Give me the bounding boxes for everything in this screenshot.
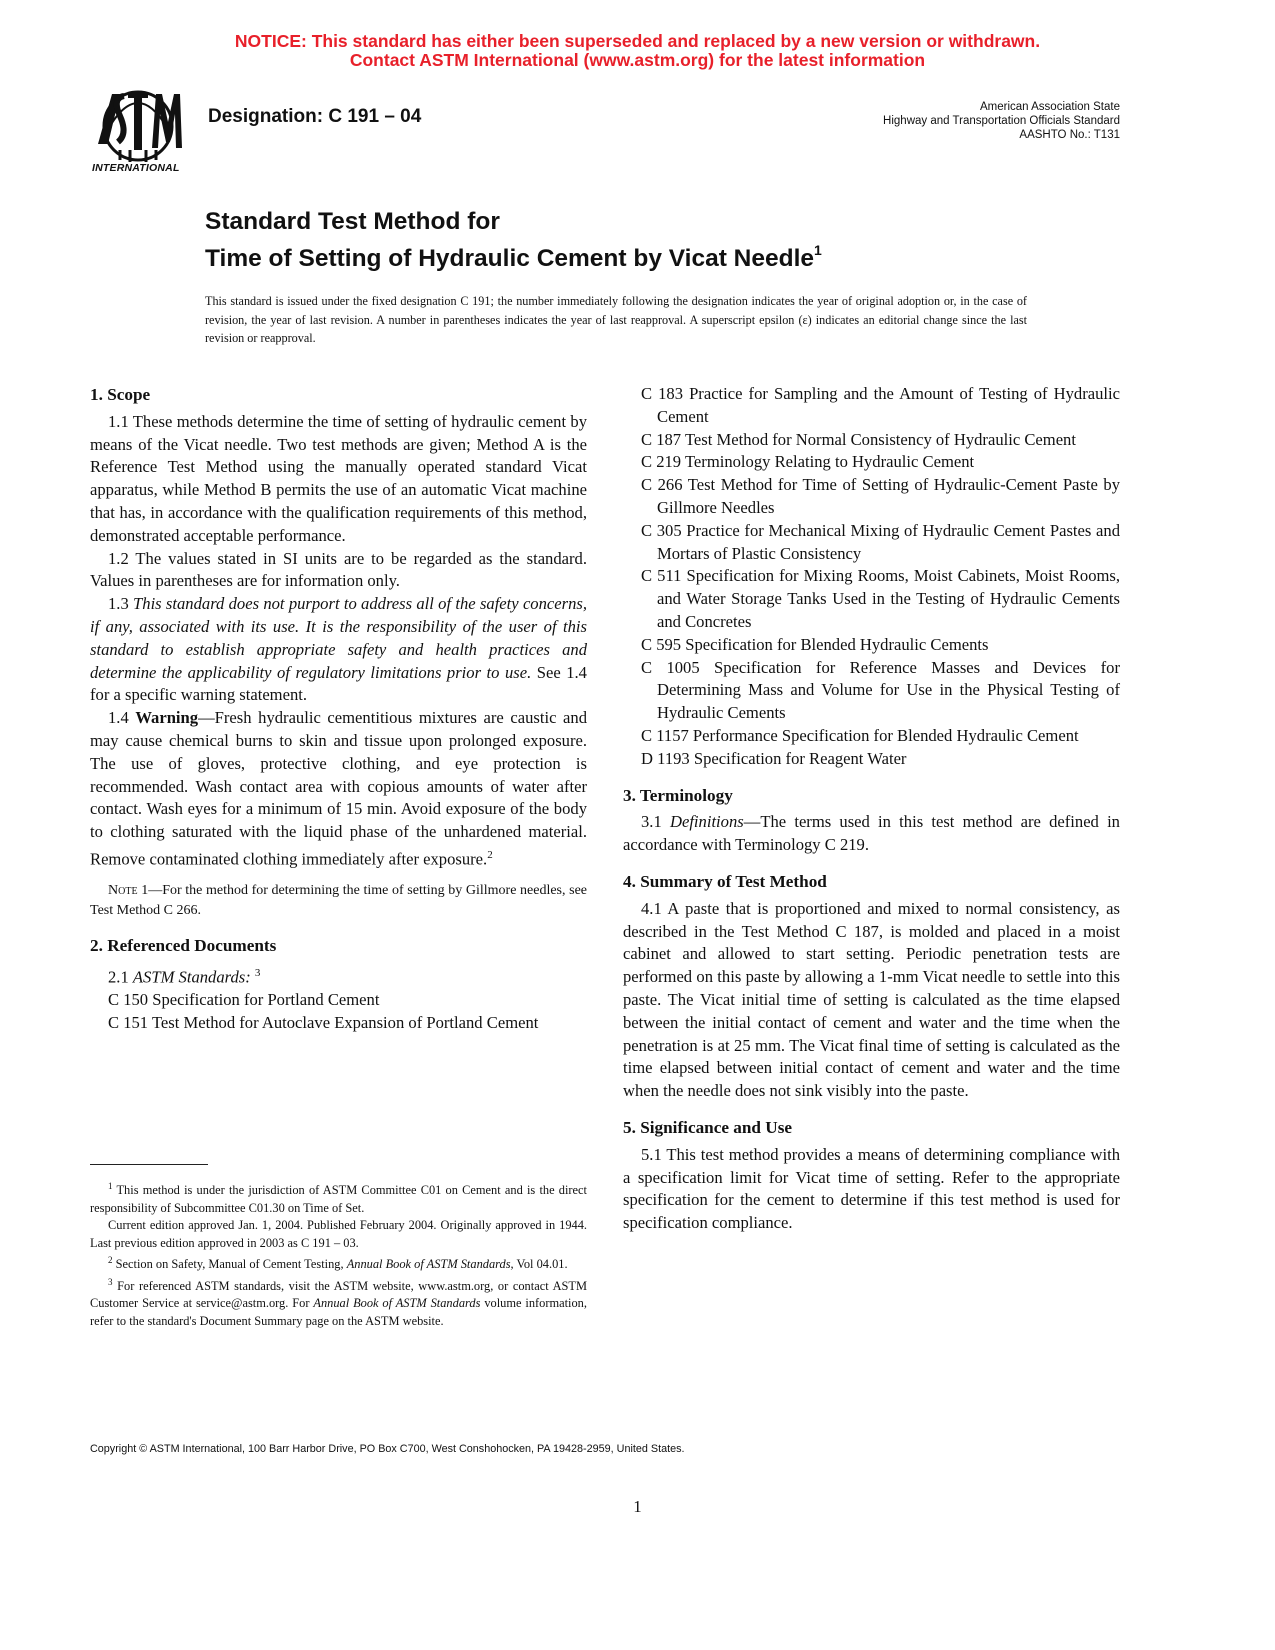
footnote-1: $^1$ This method is under the jurisdiction of ASTM Committee C01 on Cement and is the direct responsibility of Subcommittee C01.30 on Time of Set.	[90, 1181, 588, 1215]
left-column	[90, 384, 587, 1035]
notice-line-1: NOTICE: This standard has either been superseded and replaced by a new version or withdrawn.	[234, 31, 1041, 51]
aashto-line-2: Highway and Transportation Officials Standard	[883, 115, 1120, 127]
footnote-divider	[90, 1164, 208, 1165]
paragraph-3-1: 3.1 Definitions—The terms used in this test method are defined in accordance with Terminology C 219.	[623, 812, 1120, 855]
reference-item: C 183 Practice for Sampling and the Amount of Testing of Hydraulic Cement	[641, 384, 1120, 426]
issuance-statement: This standard is issued under the fixed designation C 191; the number immediately following the designation indicates the year of original adoption or, in the case of revision, the year of last revision. A number in parentheses indicates the year of last reapproval. A superscript epsilon (ε) indicates an editorial change since the last revision or reapproval.	[205, 294, 1027, 345]
reference-item: C 219 Terminology Relating to Hydraulic Cement	[641, 452, 975, 472]
reference-item: C 266 Test Method for Time of Setting of Hydraulic-Cement Paste by Gillmore Needles	[641, 475, 1120, 517]
title-footnote-mark: 1	[814, 242, 822, 258]
paragraph-1-1: 1.1 These methods determine the time of setting of hydraulic cement by means of the Vicat needle. Two test methods are given; Method A is the Reference Test Method using the manually operated standard Vicat apparatus, while Method B permits the use of an automatic Vicat machine that has, in accordance with the qualification requirements of this method, demonstrated acceptable performance.	[90, 411, 587, 545]
reference-item: C 511 Specification for Mixing Rooms, Moist Cabinets, Moist Rooms, and Water Storage Tanks Used in the Testing of Hydraulic Cements and Concretes	[641, 566, 1120, 631]
reference-item: C 150 Specification for Portland Cement	[108, 990, 380, 1010]
paragraph-1-3: 1.3 This standard does not purport to address all of the safety concerns, if any, associated with its use. It is the responsibility of the user of this standard to establish appropriate safety and health practices and determine the applicability of regulatory limitations prior to use. See 1.4 for a specific warning statement.	[90, 594, 587, 705]
reference-item: C 595 Specification for Blended Hydraulic Cements	[641, 634, 989, 654]
section-heading-terminology: 3. Terminology	[623, 785, 733, 805]
paragraph-4-1: 4.1 A paste that is proportioned and mixed to normal consistency, as described in the Test Method C 187, is molded and placed in a moist cabinet and allowed to start setting. Periodic penetration tests are performed on this paste by allowing a 1-mm Vicat needle to settle into this paste. The Vicat initial time of setting is calculated as the time elapsed between the initial contact of cement and water and the time when the penetration is at 25 mm. The Vicat final time of setting is calculated as the time elapsed between initial contact of cement and water and the time when the needle does not sink visibly into the paste.	[623, 898, 1120, 1101]
footnotes	[90, 1178, 587, 1330]
section-heading-referenced-documents: 2. Referenced Documents	[90, 936, 277, 956]
document-title	[205, 206, 822, 274]
logo-wordmark: INTERNATIONAL	[92, 162, 180, 174]
reference-item: D 1193 Specification for Reagent Water	[641, 748, 907, 768]
footnote-1-edition: Current edition approved Jan. 1, 2004. Published February 2004. Originally approved in 1944. Last previous edition approved in 2003 as C 191 – 03.	[90, 1218, 587, 1250]
section-heading-significance: 5. Significance and Use	[623, 1117, 793, 1137]
footnote-2: $^2$ Section on Safety, Manual of Cement Testing, Annual Book of ASTM Standards, Vol 04.01.	[108, 1255, 568, 1272]
title-line-1: Standard Test Method for	[205, 208, 500, 235]
reference-item: C 1005 Specification for Reference Masses and Devices for Determining Mass and Volume for Use in the Physical Testing of Hydraulic Cements	[641, 657, 1120, 723]
reference-item: C 151 Test Method for Autoclave Expansion of Portland Cement	[108, 1013, 539, 1033]
paragraph-1-4: 1.4 Warning—Fresh hydraulic cementitious mixtures are caustic and may cause chemical burns to skin and tissue upon prolonged exposure. The use of gloves, protective clothing, and eye protection is recommended. Wash contact area with copious amounts of water after contact. Wash eyes for a minimum of 15 min. Avoid exposure of the body to clothing saturated with the liquid phase of the unhardened material. Remove contaminated clothing immediately after exposure.$^2$	[90, 708, 587, 869]
supersession-notice	[0, 32, 1275, 70]
copyright-line: Copyright © ASTM International, 100 Barr Harbor Drive, PO Box C700, West Conshohocken, PA 19428-2959, United States.	[90, 1443, 685, 1455]
page-number: 1	[633, 1497, 642, 1516]
reference-item: C 1157 Performance Specification for Blended Hydraulic Cement	[641, 725, 1079, 745]
title-line-2: Time of Setting of Hydraulic Cement by Vicat Needle$^1$	[205, 242, 822, 273]
paragraph-1-2: 1.2 The values stated in SI units are to be regarded as the standard. Values in parentheses are for information only.	[90, 548, 587, 591]
designation: Designation: C 191 – 04	[208, 106, 422, 127]
aashto-line-1: American Association State	[980, 101, 1120, 113]
notice-line-2: Contact ASTM International (www.astm.org) for the latest information	[349, 50, 926, 70]
right-column	[623, 383, 1120, 1235]
paragraph-5-1: 5.1 This test method provides a means of determining compliance with a specification limit for Vicat time of setting. Refer to the appropriate specification for the cement to determine if this test method is used for specification compliance.	[623, 1144, 1120, 1233]
section-heading-scope: 1. Scope	[90, 385, 151, 404]
aashto-line-3: AASHTO No.: T131	[1019, 129, 1120, 141]
reference-item: C 305 Practice for Mechanical Mixing of Hydraulic Cement Pastes and Mortars of Plastic Consistency	[641, 520, 1120, 563]
section-heading-summary: 4. Summary of Test Method	[623, 871, 827, 891]
note-1: Note 1—For the method for determining the time of setting by Gillmore needles, see Test Method C 266.	[90, 883, 587, 919]
footnote-3: $^3$ For referenced ASTM standards, visit the ASTM website, www.astm.org, or contact ASTM Customer Service at service@astm.org. For Annual Book of ASTM Standards volume information, refer to the standard's Document Summary page on the ASTM website.	[90, 1276, 587, 1328]
paragraph-2-1: 2.1 ASTM Standards: $^3$	[108, 967, 261, 987]
aashto-block	[883, 100, 1120, 142]
reference-item: C 187 Test Method for Normal Consistency of Hydraulic Cement	[641, 429, 1076, 449]
